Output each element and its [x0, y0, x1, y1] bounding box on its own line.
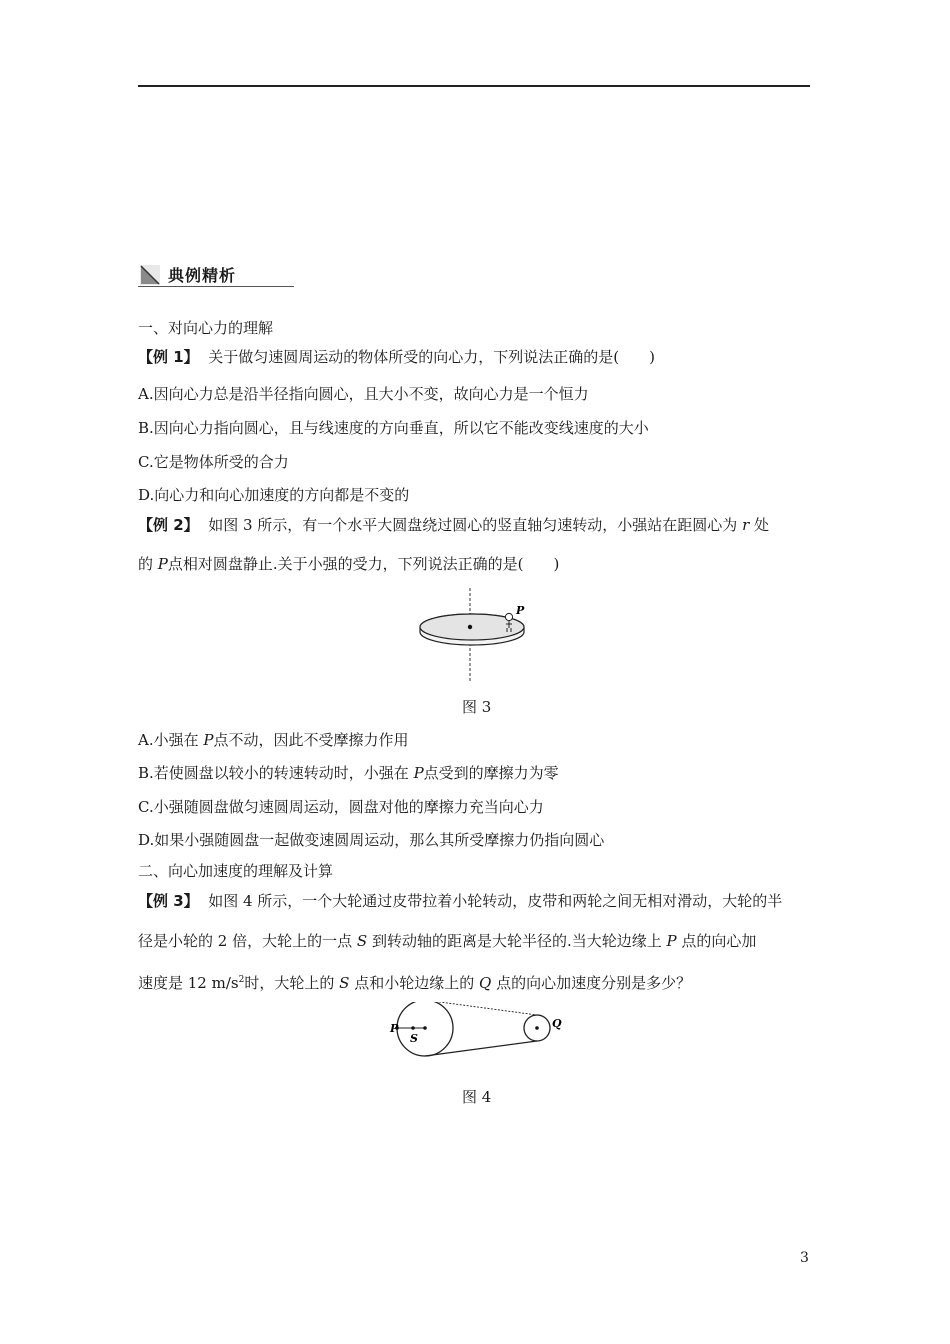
ex3-line3-d: 点的向心加速度分别是多少？ — [496, 974, 692, 992]
part2-heading: 二、向心加速度的理解及计算 — [138, 862, 334, 880]
ex2-opt-a-var: P — [203, 731, 214, 749]
ex3-var-p: P — [666, 932, 677, 950]
ex3-line3-b: 时，大轮上的 — [244, 974, 335, 992]
ex3-tag: 【例 3】 — [138, 892, 199, 910]
ex3-line2 — [138, 931, 756, 951]
ex1-option-d: D.向心力和向心加速度的方向都是不变的 — [138, 486, 410, 504]
ex2-var-p: P — [157, 555, 168, 573]
ex1-option-a: A.因向心力总是沿半径指向圆心，且大小不变，故向心力是一个恒力 — [138, 385, 589, 403]
ex3-line3-c: 点和小轮边缘上的 — [354, 974, 475, 992]
ex2-line2-end: 点相对圆盘静止.关于小强的受力，下列说法正确的是( ) — [167, 555, 560, 573]
ex3-line3-sup: 2 — [238, 975, 245, 985]
figure-4-belt-pulley — [388, 1002, 568, 1062]
ex3-line2-c: 点的向心加 — [681, 932, 757, 950]
ex2-var-r: r — [742, 516, 750, 534]
ex1-stem: 关于做匀速圆周运动的物体所受的向心力，下列说法正确的是( ) — [208, 348, 655, 366]
ex2-line2-start: 的 — [138, 555, 154, 573]
figure-4-caption: 图 4 — [462, 1088, 492, 1106]
fig4-label-p: P — [390, 1022, 399, 1035]
ex1-tag: 【例 1】 — [138, 348, 199, 366]
ex2-tag: 【例 2】 — [138, 516, 199, 534]
section-underline — [138, 286, 294, 287]
fig4-label-s: S — [410, 1032, 418, 1045]
ex2-line1-text: 如图 3 所示，有一个水平大圆盘绕过圆心的竖直轴匀速转动，小强站在距圆心为 — [208, 516, 738, 534]
ex3-line1 — [138, 891, 782, 911]
ex2-line1 — [138, 515, 769, 535]
page-number: 3 — [800, 1250, 809, 1266]
header-rule — [138, 85, 810, 87]
ex2-opt-a-start: A.小强在 — [138, 731, 199, 749]
ex2-line1-end: 处 — [754, 516, 770, 534]
ex3-line1-text: 如图 4 所示，一个大轮通过皮带拉着小轮转动，皮带和两轮之间无相对滑动，大轮的半 — [208, 892, 783, 910]
ex3-var-s: S — [356, 932, 368, 950]
ex3-var-s2: S — [339, 974, 350, 992]
figure-3-caption: 图 3 — [462, 698, 492, 716]
ex2-option-c: C.小强随圆盘做匀速圆周运动，圆盘对他的摩擦力充当向心力 — [138, 798, 544, 816]
ex1-option-c: C.它是物体所受的合力 — [138, 453, 289, 471]
ex1-stem-line — [138, 347, 655, 367]
part1-heading: 一、对向心力的理解 — [138, 319, 274, 337]
fig3-label-p: P — [516, 604, 525, 617]
ex2-opt-b-var: P — [413, 764, 424, 782]
section-header — [138, 263, 294, 289]
figure-3-turntable — [418, 588, 538, 684]
section-marker-icon — [140, 265, 160, 285]
ex2-line2 — [138, 554, 559, 574]
fig4-label-q: Q — [552, 1017, 562, 1030]
ex2-option-b — [138, 763, 559, 783]
ex2-opt-b-end: 点受到的摩擦力为零 — [423, 764, 559, 782]
ex2-opt-b-start: B.若使圆盘以较小的转速转动时，小强在 — [138, 764, 409, 782]
ex2-opt-a-end: 点不动，因此不受摩擦力作用 — [213, 731, 409, 749]
ex3-line2-a: 径是小轮的 2 倍，大轮上的一点 — [138, 932, 353, 950]
ex3-line3-a: 速度是 12 m/s — [138, 974, 239, 992]
ex3-line3 — [138, 970, 691, 993]
section-title: 典例精析 — [168, 266, 237, 285]
ex3-line2-b: 到转动轴的距离是大轮半径的.当大轮边缘上 — [371, 932, 662, 950]
ex1-option-b: B.因向心力指向圆心，且与线速度的方向垂直，所以它不能改变线速度的大小 — [138, 419, 649, 437]
ex2-option-a — [138, 730, 409, 750]
ex3-var-q: Q — [479, 974, 492, 992]
ex2-option-d: D.如果小强随圆盘一起做变速圆周运动，那么其所受摩擦力仍指向圆心 — [138, 831, 605, 849]
